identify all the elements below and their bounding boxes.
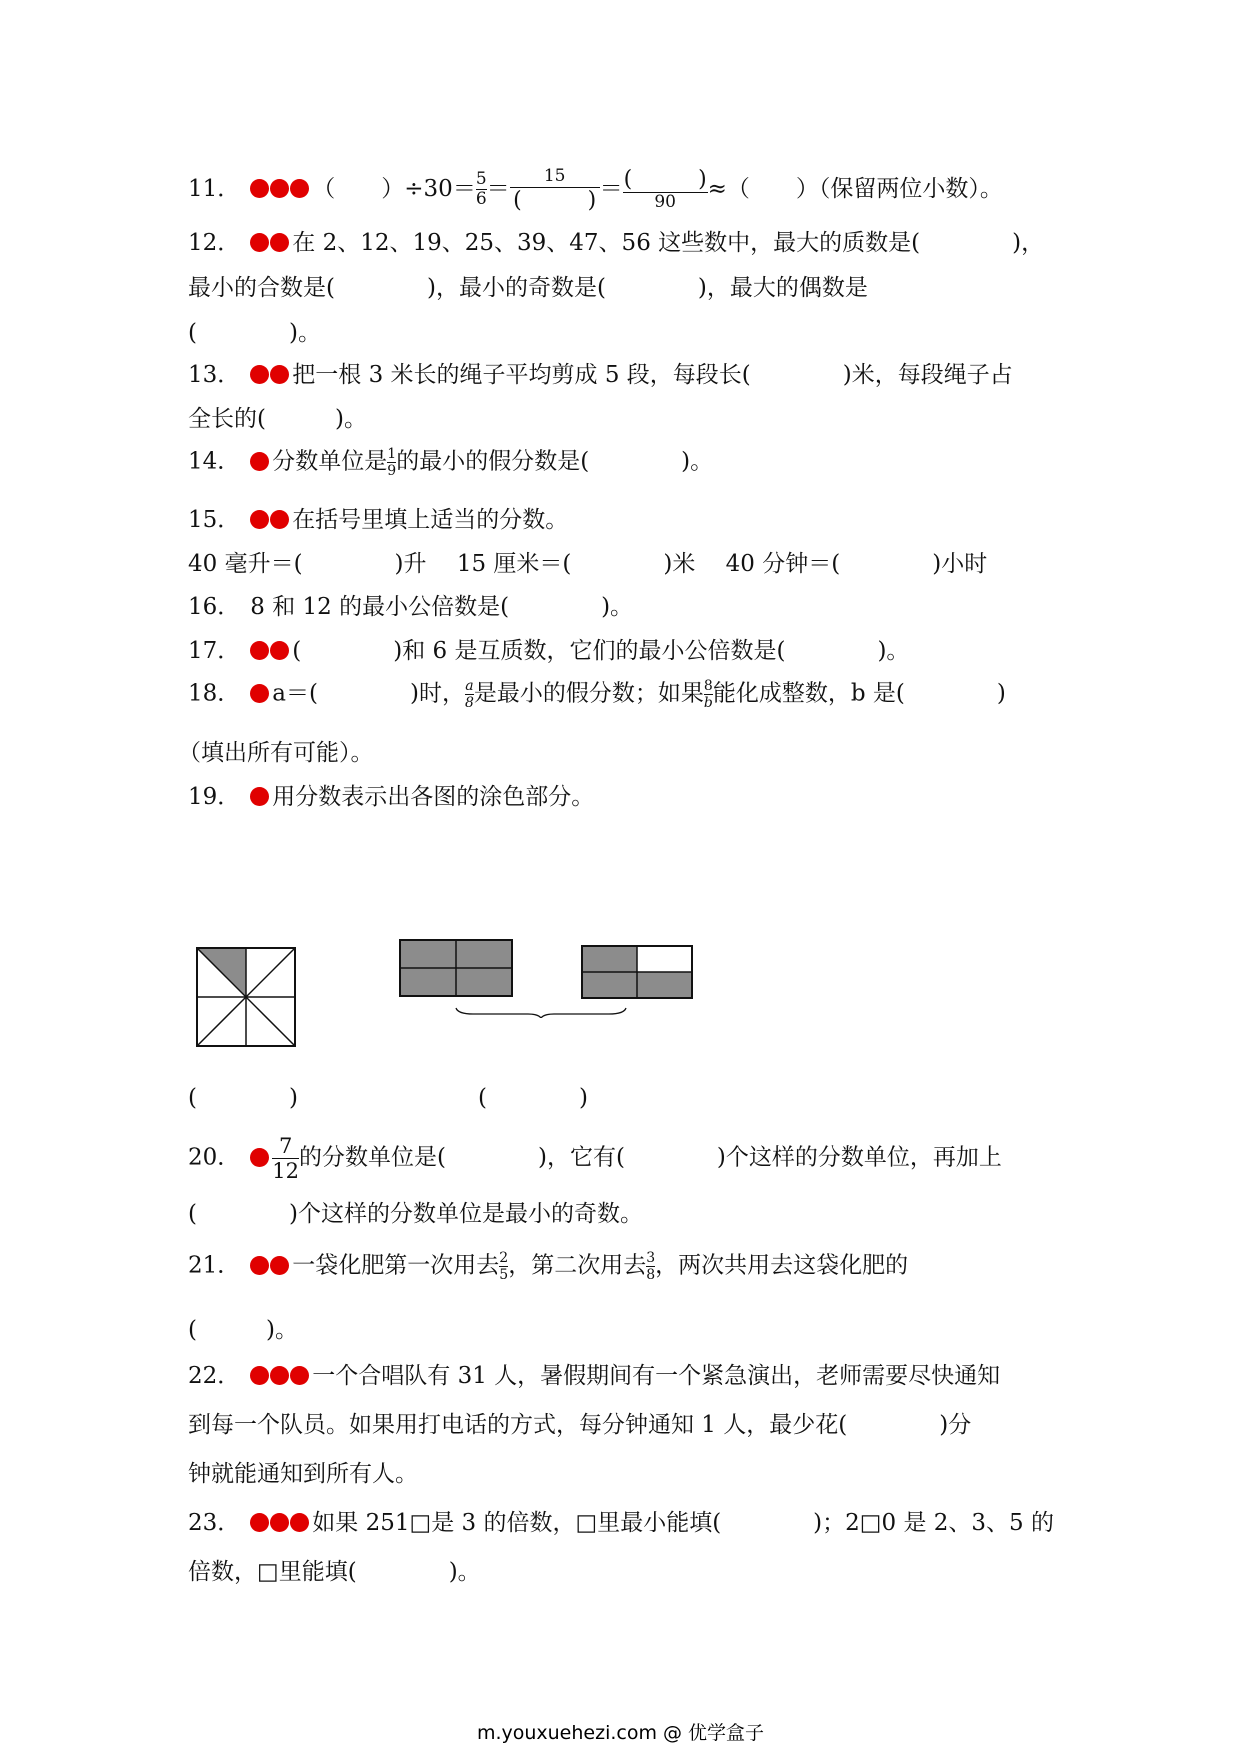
question-20-line2: ( )个这样的分数单位是最小的奇数。: [188, 1201, 643, 1227]
question-21: 21． 一袋化肥第一次用去 $\frac{2}{5}$ ，第二次用去 $\frac{3}{8}$ ，两次共用去这袋化肥的: [188, 1250, 909, 1284]
difficulty-dots: [250, 364, 290, 387]
question-16: 16． 8 和 12 的最小公倍数是( )。: [188, 594, 634, 620]
difficulty-dots: [250, 640, 290, 663]
question-11: 11． （ ）÷30＝ $\frac{5}{6}$ ＝ $\frac{15}{( )}$ ＝ $\frac{( )}{90}$ ≈（ ）（保留两位小数）。: [188, 166, 1003, 213]
question-13-line2: 全长的( )。: [188, 406, 367, 432]
difficulty-dots: [250, 232, 290, 255]
question-12-line3: ( )。: [188, 320, 321, 346]
fraction: $\frac{3}{8}$: [646, 1250, 656, 1284]
question-22: 22． 一个合唱队有 31 人，暑假期间有一个紧急演出，老师需要尽快通知: [188, 1363, 1001, 1389]
difficulty-dots: [250, 1147, 270, 1170]
fraction: $\frac{7}{12}$: [272, 1134, 300, 1184]
fraction: $\frac{a}{8}$: [464, 678, 474, 712]
difficulty-dots: [250, 1365, 310, 1388]
fraction: $\frac{( )}{90}$: [623, 167, 707, 213]
difficulty-dots: [250, 178, 310, 201]
question-12-line2: 最小的合数是( )，最小的奇数是( )，最大的偶数是: [188, 275, 868, 301]
question-19: 19． 用分数表示出各图的涂色部分。: [188, 784, 595, 810]
question-17: 17． ( )和 6 是互质数，它们的最小公倍数是( )。: [188, 638, 910, 664]
difficulty-dots: [250, 786, 270, 809]
difficulty-dots: [250, 1512, 310, 1535]
question-23-line2: 倍数，□里能填( )。: [188, 1559, 481, 1585]
figure-square-eighths: [195, 946, 299, 1050]
question-19-answer-2: ( ): [478, 1085, 588, 1111]
question-22-line3: 钟就能通知到所有人。: [188, 1461, 418, 1487]
fraction: $\frac{2}{5}$: [499, 1250, 509, 1284]
fraction: $\frac{15}{( )}$: [510, 167, 600, 213]
question-22-line2: 到每一个队员。如果用打电话的方式，每分钟通知 1 人，最少花( )分: [188, 1412, 972, 1438]
question-15: 15． 在括号里填上适当的分数。: [188, 507, 569, 533]
difficulty-dots: [250, 509, 290, 532]
footer-watermark: m.youxuehezi.com @ 优学盒子: [476, 1722, 765, 1744]
question-15-line2: 40 毫升＝( )升 15 厘米＝( )米 40 分钟＝( )小时: [188, 551, 988, 577]
question-13: 13． 把一根 3 米长的绳子平均剪成 5 段，每段长( )米，每段绳子占: [188, 362, 1013, 388]
question-20: 20． $\frac{7}{12}$ 的分数单位是( )，它有( )个这样的分数单位，再加上: [188, 1134, 1002, 1184]
question-23: 23． 如果 251□是 3 的倍数，□里最小能填( )；2□0 是 2、3、5 的: [188, 1510, 1054, 1536]
difficulty-dots: [250, 683, 270, 706]
question-14: 14． 分数单位是 $\frac{1}{9}$ 的最小的假分数是( )。: [188, 446, 714, 480]
fraction: $\frac{5}{6}$: [475, 168, 487, 210]
fraction: $\frac{8}{b}$: [703, 678, 713, 712]
question-18-line2: （填出所有可能）。: [178, 740, 374, 766]
difficulty-dots: [250, 1255, 290, 1278]
question-19-answer-1: ( ): [188, 1085, 298, 1111]
question-21-line2: ( )。: [188, 1317, 298, 1343]
question-18: 18． a＝( )时， $\frac{a}{8}$ 是最小的假分数；如果 $\frac{8}{b}$ 能化成整数，b 是( ): [188, 678, 1006, 712]
difficulty-dots: [250, 451, 270, 474]
question-12: 12． 在 2、12、19、25、39、47、56 这些数中，最大的质数是( )，: [188, 230, 1045, 256]
figure-two-rectangles: [398, 938, 698, 1018]
fraction: $\frac{1}{9}$: [387, 446, 397, 480]
